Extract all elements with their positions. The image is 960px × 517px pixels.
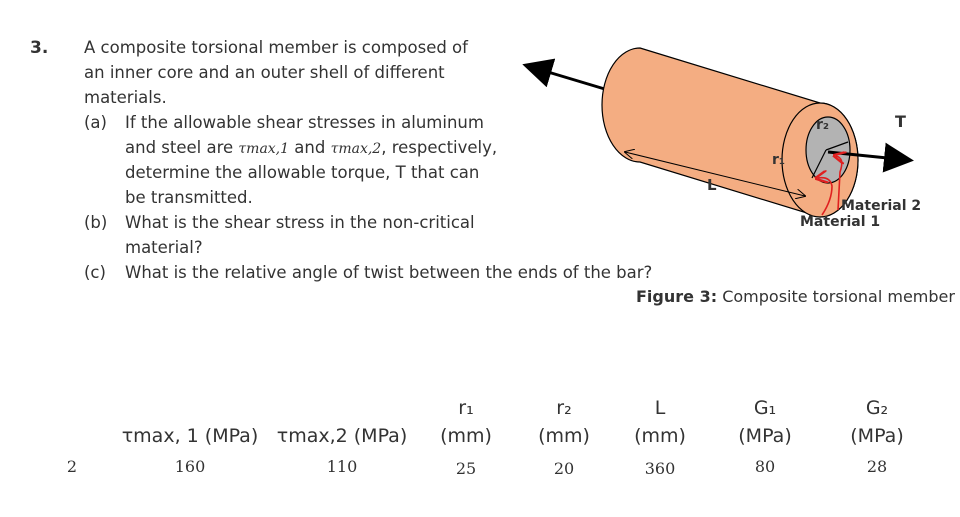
part-a-line-1: If the allowable shear stresses in aluminum xyxy=(125,113,484,132)
part-c-label: (c) xyxy=(84,263,106,282)
part-b-line-2: material? xyxy=(125,238,203,257)
header-tau-max-2: τmax,2 (MPa) xyxy=(276,425,408,447)
cell-g2: 28 xyxy=(866,457,888,476)
cell-tau-max-2: 110 xyxy=(326,457,358,476)
header-tau-max-1: τmax, 1 (MPa) xyxy=(121,425,259,447)
part-b-line-1: What is the shear stress in the non-critical xyxy=(125,213,475,232)
part-b-label: (b) xyxy=(84,213,108,232)
header-length-unit: (mm) xyxy=(634,425,686,447)
part-a-line-4: be transmitted. xyxy=(125,188,253,207)
header-r2-symbol: r₂ xyxy=(556,397,572,419)
header-g2-symbol: G₂ xyxy=(865,397,889,419)
cell-r2: 20 xyxy=(553,459,575,478)
header-length-symbol: L xyxy=(654,397,666,419)
cell-tau-max-1: 160 xyxy=(174,457,206,476)
row-label: 2 xyxy=(66,457,78,476)
part-a-text-c: , respectively, xyxy=(381,138,498,157)
figure-caption xyxy=(636,287,955,306)
header-g1-symbol: G₁ xyxy=(753,397,777,419)
part-a-text-a: and steel are xyxy=(125,138,234,157)
header-g2-unit: (MPa) xyxy=(850,425,904,447)
r1-label: r₁ xyxy=(772,152,786,168)
figure-caption-text: Composite torsional member xyxy=(717,287,955,306)
intro-line-1: A composite torsional member is composed of xyxy=(84,38,468,57)
intro-line-3: materials. xyxy=(84,88,167,107)
cell-g1: 80 xyxy=(754,457,776,476)
part-a-line-3: determine the allowable torque, T that can xyxy=(125,163,480,182)
intro-line-2: an inner core and an outer shell of different xyxy=(84,63,445,82)
header-g1-unit: (MPa) xyxy=(738,425,792,447)
length-label: L xyxy=(707,176,717,194)
part-c-text: What is the relative angle of twist between the ends of the bar? xyxy=(125,263,653,282)
torque-label: T xyxy=(895,112,906,131)
header-r1-unit: (mm) xyxy=(440,425,492,447)
part-a-label: (a) xyxy=(84,113,107,132)
tau-max-1-symbol: τmax,1 xyxy=(238,141,290,157)
tau-max-2-symbol: τmax,2 xyxy=(330,141,382,157)
header-r2-unit: (mm) xyxy=(538,425,590,447)
part-a-text-b: and xyxy=(294,138,326,157)
r2-label: r₂ xyxy=(816,117,830,133)
problem-number: 3. xyxy=(30,38,49,58)
material-1-label: Material 1 xyxy=(800,214,881,230)
material-2-label: Material 2 xyxy=(841,198,922,214)
figure-caption-bold: Figure 3: xyxy=(636,287,718,306)
cell-r1: 25 xyxy=(455,459,477,478)
header-r1-symbol: r₁ xyxy=(458,397,474,419)
cell-length: 360 xyxy=(644,459,676,478)
